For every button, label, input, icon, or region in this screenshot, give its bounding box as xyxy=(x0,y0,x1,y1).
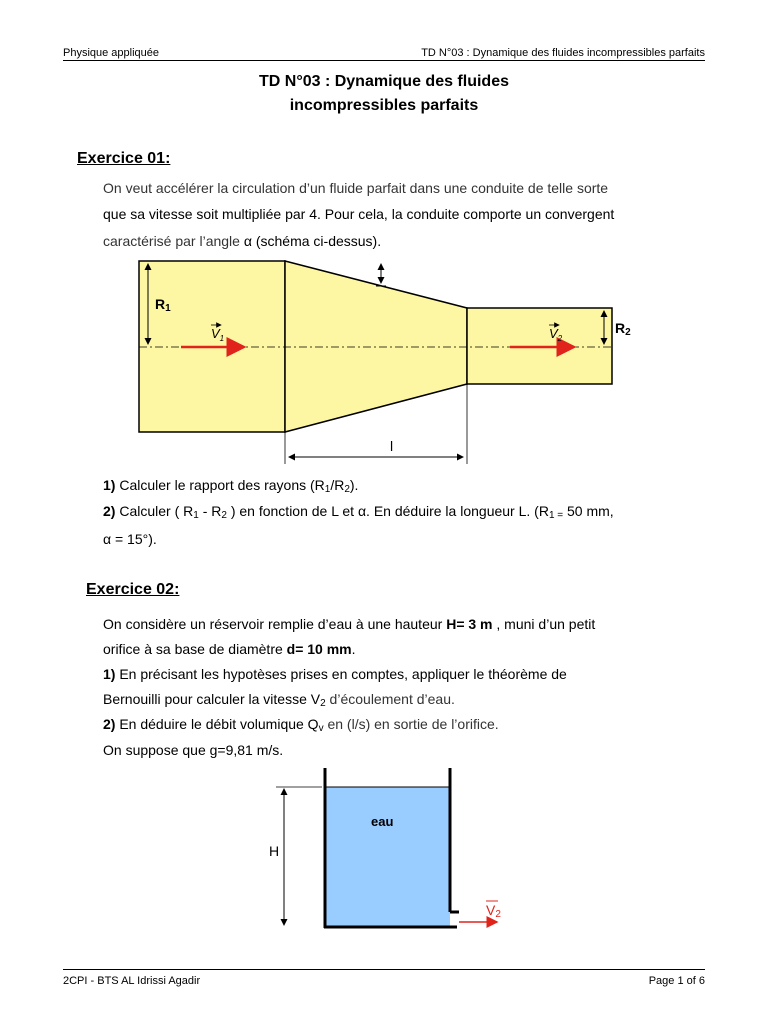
ex2-diameter-value: d= 10 mm xyxy=(286,641,352,657)
ex2-q1-text: En précisant les hypotèses prises en comptes, appliquer le théorème de xyxy=(115,666,567,682)
v2-label: $V_2$ xyxy=(549,326,563,343)
q2-alpha: α xyxy=(357,503,367,519)
q2-line2-text: = 15°). xyxy=(111,531,157,547)
q1-number: 1) xyxy=(103,477,116,493)
pipe-convergent-section xyxy=(285,261,467,432)
ex1-paragraph-line-2: que sa vitesse soit multipliée par 4. Pour cela, la conduite comporte un convergent xyxy=(103,206,615,222)
outflow-velocity-label: V2 xyxy=(486,902,501,920)
r1-label: R1 xyxy=(155,296,171,314)
ex2-p1-a: On considère un réservoir remplie d’eau à une hauteur xyxy=(103,616,447,632)
h-label: H xyxy=(269,843,280,859)
q2-sub-3: 1 = xyxy=(548,510,564,521)
ex2-p2-c: . xyxy=(351,641,356,657)
ex1-p3-a: caractérisé par l’angle xyxy=(103,233,244,249)
tank-diagram xyxy=(0,760,768,940)
r2-label: R2 xyxy=(615,320,631,338)
q2-sub-1: 1 xyxy=(193,510,199,521)
convergent-pipe-diagram xyxy=(0,0,768,470)
exercise-1-heading: Exercice 01: xyxy=(77,150,171,167)
ex1-paragraph-line-1: On veut accélérer la circulation d’un fluide parfait dans une conduite de telle sorte xyxy=(103,180,609,196)
footer-divider xyxy=(63,969,705,970)
ex1-question-1 xyxy=(103,476,358,499)
ex2-q2-b: en (l/s) en sortie de l’orifice. xyxy=(323,716,499,732)
header-left: Physique appliquée xyxy=(63,47,160,59)
exercise-2-heading: Exercice 02: xyxy=(86,581,180,598)
ex2-q2-sub: v xyxy=(318,723,324,734)
q2-line2-alpha: α xyxy=(103,531,112,547)
q2-e: 50 mm, xyxy=(563,503,614,519)
ex1-p3-b: (schéma ci-dessus). xyxy=(251,233,382,249)
ex2-q1-l2-sub: 2 xyxy=(320,698,326,709)
ex2-assumption: On suppose que g=9,81 m/s. xyxy=(103,742,284,758)
ex2-question-2 xyxy=(103,715,499,738)
q2-sub-2: 2 xyxy=(221,510,227,521)
ex1-question-2 xyxy=(103,502,614,525)
ex2-question-1-line-2 xyxy=(103,690,455,713)
ex2-p1-c: , muni d’un petit xyxy=(492,616,596,632)
ex2-q2-number: 2) xyxy=(103,716,116,732)
title-line-2: incompressibles parfaits xyxy=(289,97,479,114)
l-label: l xyxy=(390,438,394,454)
ex1-question-2-line-2 xyxy=(103,530,157,548)
q2-d: . En déduire la longueur L. (R xyxy=(366,503,549,519)
ex2-p2-a: orifice à sa base de diamètre xyxy=(103,641,287,657)
q2-c: ) en fonction de L et xyxy=(226,503,358,519)
q1-mid: /R xyxy=(330,477,345,493)
q1-end: ). xyxy=(349,477,359,493)
q2-number: 2) xyxy=(103,503,116,519)
ex2-q2-a: En déduire le débit volumique Q xyxy=(115,716,319,732)
q2-a: Calculer ( R xyxy=(115,503,194,519)
alpha-symbol: α xyxy=(243,233,252,249)
v1-label: $V_1$ xyxy=(211,326,225,343)
q1-sub-2: 2 xyxy=(344,484,350,495)
q1-text: Calculer le rapport des rayons (R xyxy=(115,477,325,493)
ex2-paragraph-line-1 xyxy=(103,615,595,633)
ex2-q1-l2-b: d’écoulement d’eau. xyxy=(325,691,455,707)
page-number: Page 1 of 6 xyxy=(648,975,705,987)
footer-left: 2CPI - BTS AL Idrissi Agadir xyxy=(63,975,201,987)
q1-sub-1: 1 xyxy=(324,484,331,495)
ex2-q1-l2-a: Bernouilli pour calculer la vitesse V xyxy=(103,691,321,707)
ex2-q1-number: 1) xyxy=(103,666,116,682)
water-body xyxy=(325,787,450,927)
water-label: eau xyxy=(371,814,394,829)
title-line-1: TD N°03 : Dynamique des fluides xyxy=(258,73,509,90)
ex2-paragraph-line-2 xyxy=(103,640,356,658)
ex2-question-1 xyxy=(103,665,567,683)
header-right: TD N°03 : Dynamique des fluides incompressibles parfaits xyxy=(421,47,705,59)
ex2-height-value: H= 3 m xyxy=(446,616,493,632)
q2-b: - R xyxy=(198,503,222,519)
